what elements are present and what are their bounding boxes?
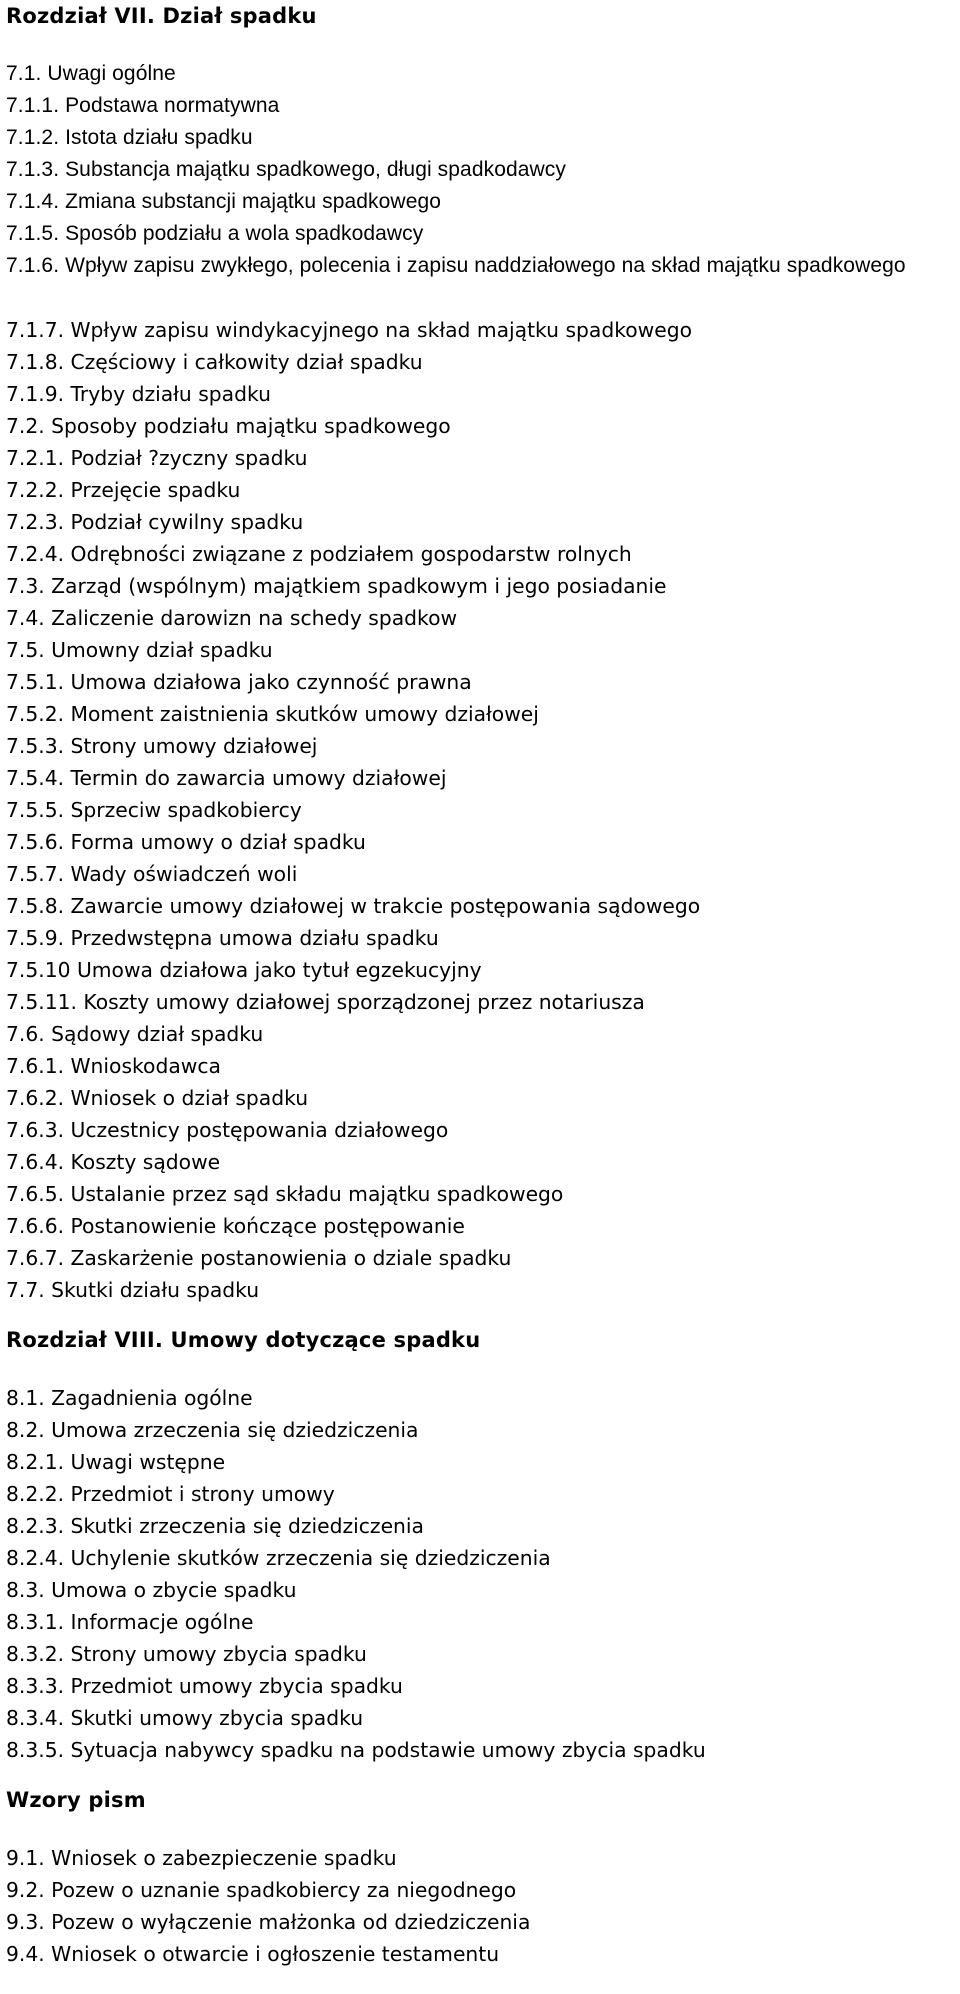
toc-entry: 7.1.4. Zmiana substancji majątku spadkowego — [6, 190, 442, 213]
chapter-8-heading: Rozdział VIII. Umowy dotyczące spadku — [6, 1328, 481, 1352]
toc-entry: 7.5.8. Zawarcie umowy działowej w trakcie postępowania sądowego — [6, 894, 701, 918]
toc-entry: 7.1.3. Substancja majątku spadkowego, długi spadkodawcy — [6, 158, 567, 181]
toc-entry: 7.1.5. Sposób podziału a wola spadkodawcy — [6, 222, 424, 245]
toc-entry: 7.4. Zaliczenie darowizn na schedy spadkow — [6, 606, 458, 630]
chapter-8-list — [6, 1382, 954, 1766]
toc-entry: 7.1.7. Wpływ zapisu windykacyjnego na skład majątku spadkowego — [6, 318, 692, 342]
toc-entry: 8.2. Umowa zrzeczenia się dziedziczenia — [6, 1418, 419, 1442]
toc-entry: 7.1.9. Tryby działu spadku — [6, 382, 271, 406]
toc-entry: 7.2. Sposoby podziału majątku spadkowego — [6, 414, 451, 438]
toc-entry: 8.3.5. Sytuacja nabywcy spadku na podstawie umowy zbycia spadku — [6, 1738, 706, 1762]
toc-entry: 7.2.4. Odrębności związane z podziałem gospodarstw rolnych — [6, 542, 632, 566]
toc-entry: 7.5.4. Termin do zawarcia umowy działowej — [6, 766, 447, 790]
toc-entry: 7.6.4. Koszty sądowe — [6, 1150, 221, 1174]
toc-entry: 8.2.1. Uwagi wstępne — [6, 1450, 226, 1474]
toc-entry: 7.6.7. Zaskarżenie postanowienia o dziale spadku — [6, 1246, 512, 1270]
toc-entry: 7.5.7. Wady oświadczeń woli — [6, 862, 298, 886]
toc-entry: 7.1.8. Częściowy i całkowity dział spadku — [6, 350, 423, 374]
toc-entry: 7.5.2. Moment zaistnienia skutków umowy działowej — [6, 702, 539, 726]
toc-entry: 8.2.2. Przedmiot i strony umowy — [6, 1482, 335, 1506]
chapter-7-list — [6, 58, 954, 1306]
toc-entry: 8.2.3. Skutki zrzeczenia się dziedziczenia — [6, 1514, 424, 1538]
toc-entry: 7.6.1. Wnioskodawca — [6, 1054, 221, 1078]
toc-entry: 9.3. Pozew o wyłączenie małżonka od dziedziczenia — [6, 1910, 531, 1934]
toc-entry: 7.5.9. Przedwstępna umowa działu spadku — [6, 926, 439, 950]
toc-entry: 7.5.1. Umowa działowa jako czynność prawna — [6, 670, 472, 694]
toc-entry: 7.1.2. Istota działu spadku — [6, 126, 253, 149]
toc-entry: 7.1.1. Podstawa normatywna — [6, 94, 280, 117]
toc-entry: 7.5. Umowny dział spadku — [6, 638, 273, 662]
toc-entry: 7.5.6. Forma umowy o dział spadku — [6, 830, 366, 854]
toc-entry: 7.3. Zarząd (wspólnym) majątkiem spadkowym i jego posiadanie — [6, 574, 667, 598]
toc-entry: 7.5.5. Sprzeciw spadkobiercy — [6, 798, 302, 822]
toc-entry: 7.2.1. Podział ?zyczny spadku — [6, 446, 308, 470]
toc-entry: 8.3.1. Informacje ogólne — [6, 1610, 254, 1634]
toc-entry: 7.1. Uwagi ogólne — [6, 62, 176, 85]
toc-entry: 7.6.5. Ustalanie przez sąd składu majątku spadkowego — [6, 1182, 564, 1206]
toc-entry: 7.2.3. Podział cywilny spadku — [6, 510, 304, 534]
toc-entry: 8.1. Zagadnienia ogólne — [6, 1386, 253, 1410]
toc-entry: 7.5.11. Koszty umowy działowej sporządzonej przez notariusza — [6, 990, 645, 1014]
toc-entry: 7.7. Skutki działu spadku — [6, 1278, 260, 1302]
toc-entry: 7.6.2. Wniosek o dział spadku — [6, 1086, 309, 1110]
table-of-contents — [6, 0, 954, 1970]
toc-entry: 7.6.3. Uczestnicy postępowania działowego — [6, 1118, 449, 1142]
toc-entry: 7.5.3. Strony umowy działowej — [6, 734, 318, 758]
templates-list — [6, 1842, 954, 1970]
toc-entry: 9.4. Wniosek o otwarcie i ogłoszenie testamentu — [6, 1942, 500, 1966]
templates-heading: Wzory pism — [6, 1788, 146, 1812]
toc-entry: 8.2.4. Uchylenie skutków zrzeczenia się dziedziczenia — [6, 1546, 551, 1570]
toc-entry: 7.1.6. Wpływ zapisu zwykłego, polecenia i zapisu naddziałowego na skład majątku spadkowego — [6, 254, 906, 277]
toc-entry: 9.2. Pozew o uznanie spadkobiercy za niegodnego — [6, 1878, 517, 1902]
toc-entry: 7.2.2. Przejęcie spadku — [6, 478, 241, 502]
toc-entry: 7.6.6. Postanowienie kończące postępowanie — [6, 1214, 465, 1238]
toc-entry: 8.3.3. Przedmiot umowy zbycia spadku — [6, 1674, 403, 1698]
toc-entry: 8.3.4. Skutki umowy zbycia spadku — [6, 1706, 364, 1730]
toc-entry: 8.3.2. Strony umowy zbycia spadku — [6, 1642, 367, 1666]
toc-entry: 7.5.10 Umowa działowa jako tytuł egzekucyjny — [6, 958, 482, 982]
toc-entry: 9.1. Wniosek o zabezpieczenie spadku — [6, 1846, 397, 1870]
toc-entry: 7.6. Sądowy dział spadku — [6, 1022, 264, 1046]
toc-entry: 8.3. Umowa o zbycie spadku — [6, 1578, 297, 1602]
chapter-7-heading: Rozdział VII. Dział spadku — [6, 4, 317, 28]
